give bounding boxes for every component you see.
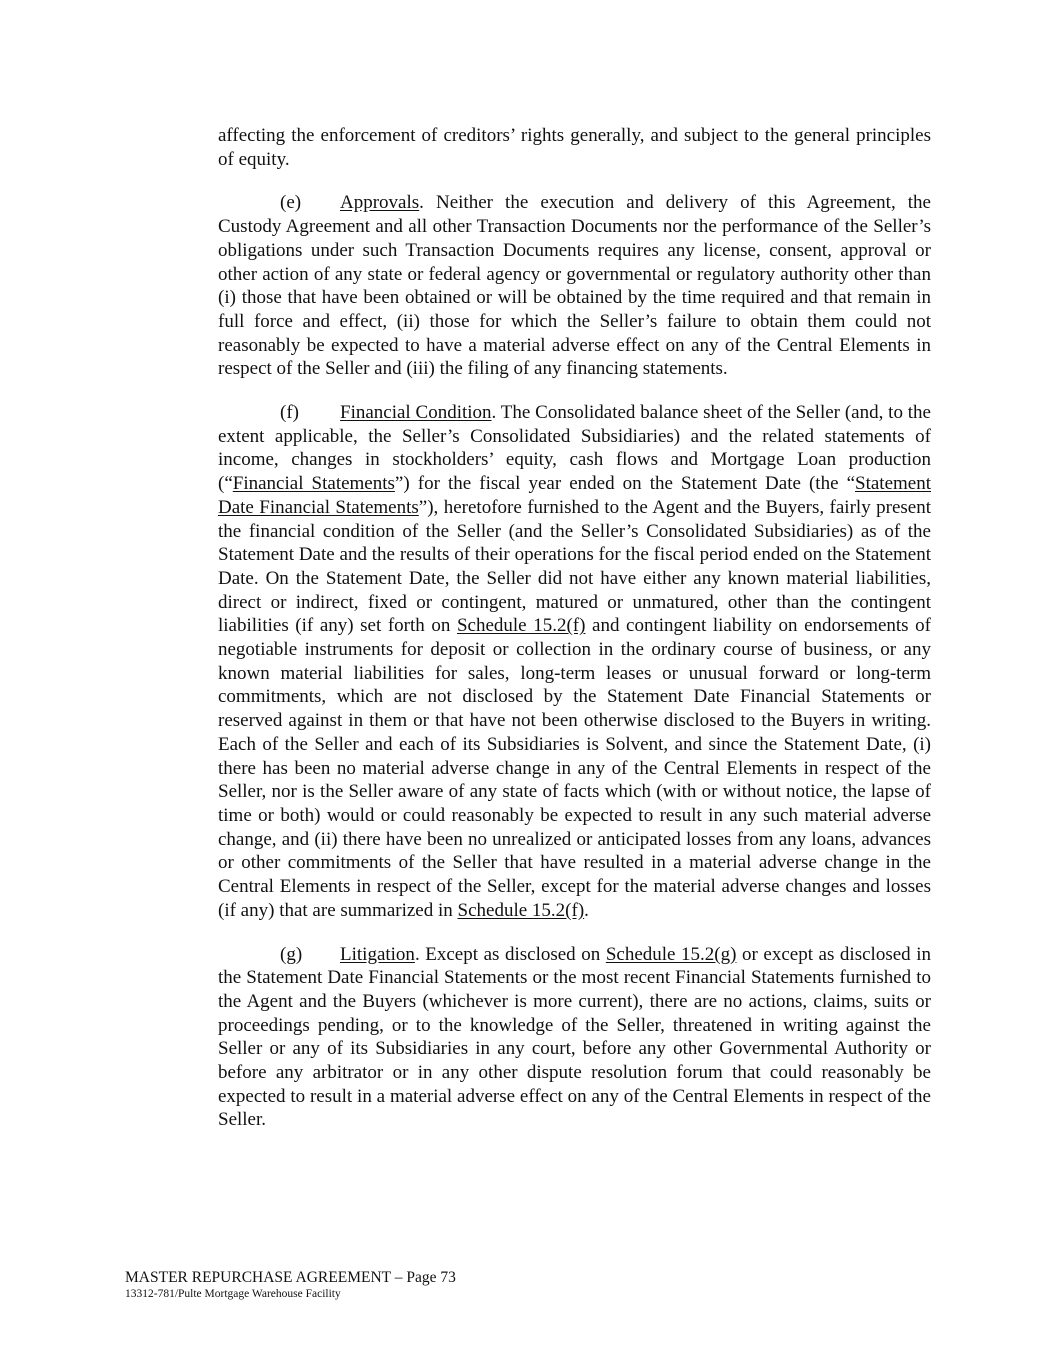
paragraph-f-title: Financial Condition <box>340 402 492 424</box>
paragraph-f-text-2: ”) for the fiscal year ended on the Statement Date (the “ <box>394 473 856 495</box>
paragraph-e-text: . Neither the execution and delivery of this Agreement, the Custody Agreement and all other Transaction Documents nor the performance of the Seller’s obligations under such Transaction Documents requires any license, consent, approval or other action of any state or federal agency or governmental or regulatory authority other than (i) those that have been obtained or will be obtained by the time required and that remain in full force and effect, (ii) those for which the Seller’s failure to obtain them could not reasonably be expected to have a material adverse effect on any of the Central Elements in respect of the Seller and (iii) the filing of any financing statements. <box>218 192 931 380</box>
paragraph-g-text-1: . Except as disclosed on <box>414 943 606 965</box>
page-footer <box>125 1268 456 1301</box>
document-body <box>218 124 931 1152</box>
paragraph-g-label: (g) <box>280 943 303 965</box>
schedule-15-2-g-reference: Schedule 15.2(g) <box>605 943 737 965</box>
schedule-15-2-f-reference: Schedule 15.2(f) <box>456 615 586 637</box>
footer-title: MASTER REPURCHASE AGREEMENT – Page 73 <box>125 1269 456 1286</box>
paragraph-g <box>218 943 931 1133</box>
financial-statements-term: Financial Statements <box>232 473 395 495</box>
paragraph-d-text: affecting the enforcement of creditors’ rights generally, and subject to the general principles of equity. <box>218 125 931 170</box>
paragraph-e-title: Approvals <box>340 192 420 214</box>
schedule-15-2-f-reference-2: Schedule 15.2(f) <box>457 899 585 921</box>
paragraph-e-label: (e) <box>280 192 302 214</box>
paragraph-f-text-5: . <box>584 899 589 921</box>
footer-doc-id: 13312-781/Pulte Mortgage Warehouse Facility <box>125 1288 341 1300</box>
paragraph-f-text-1: . The Consolidated balance sheet of the Seller (and, to the extent applicable, the Seller’s Consolidated Subsidiaries) and the related statements of income, changes in stockholders’ equity, cash flows and Mortgage Loan production (“ <box>218 402 931 495</box>
paragraph-d-continued <box>218 124 931 171</box>
paragraph-e <box>218 191 931 381</box>
paragraph-g-title: Litigation <box>340 943 415 965</box>
paragraph-g-text-2: or except as disclosed in the Statement Date Financial Statements or the most recent Financial Statements furnished to the Agent and the Buyers (whichever is more current), there are no actions, claims, suits or proceedings pending, or to the knowledge of the Seller, threatened in writing against the Seller or any of its Subsidiaries in any court, before any other Governmental Authority or before any arbitrator or in any other dispute resolution forum that could reasonably be expected to result in a material adverse effect on any of the Central Elements in respect of the Seller. <box>218 943 931 1131</box>
statement-date-financial-statements-term: Statement Date Financial Statements <box>218 473 931 518</box>
paragraph-f-text-4: and contingent liability on endorsements of negotiable instruments for deposit or collection in the ordinary course of business, or any known material liabilities for sales, long-term leases or unusual forward or long-term commitments, which are not disclosed by the Statement Date Financial Statements or reserved against in them or that have not been otherwise disclosed to the Buyers in writing. Each of the Seller and each of its Subsidiaries is Solvent, and since the Statement Date, (i) there has been no material adverse change in any of the Central Elements in respect of the Seller, nor is the Seller aware of any state of facts which (with or without notice, the lapse of time or both) would or could reasonably be expected to result in any such material adverse change, and (ii) there have been no unrealized or anticipated losses from any loans, advances or other commitments of the Seller that have resulted in a material adverse change in the Central Elements in respect of the Seller, except for the material adverse changes and losses (if any) that are summarized in <box>218 615 931 921</box>
paragraph-f <box>218 401 931 922</box>
paragraph-f-text-3: ”), heretofore furnished to the Agent and the Buyers, fairly present the financial condition of the Seller (and the Seller’s Consolidated Subsidiaries) as of the Statement Date and the results of their operations for the fiscal period ended on the Statement Date. On the Statement Date, the Seller did not have either any known material liabilities, direct or indirect, fixed or contingent, matured or unmatured, other than the contingent liabilities (if any) set forth on <box>218 496 931 637</box>
paragraph-f-label: (f) <box>280 402 299 424</box>
